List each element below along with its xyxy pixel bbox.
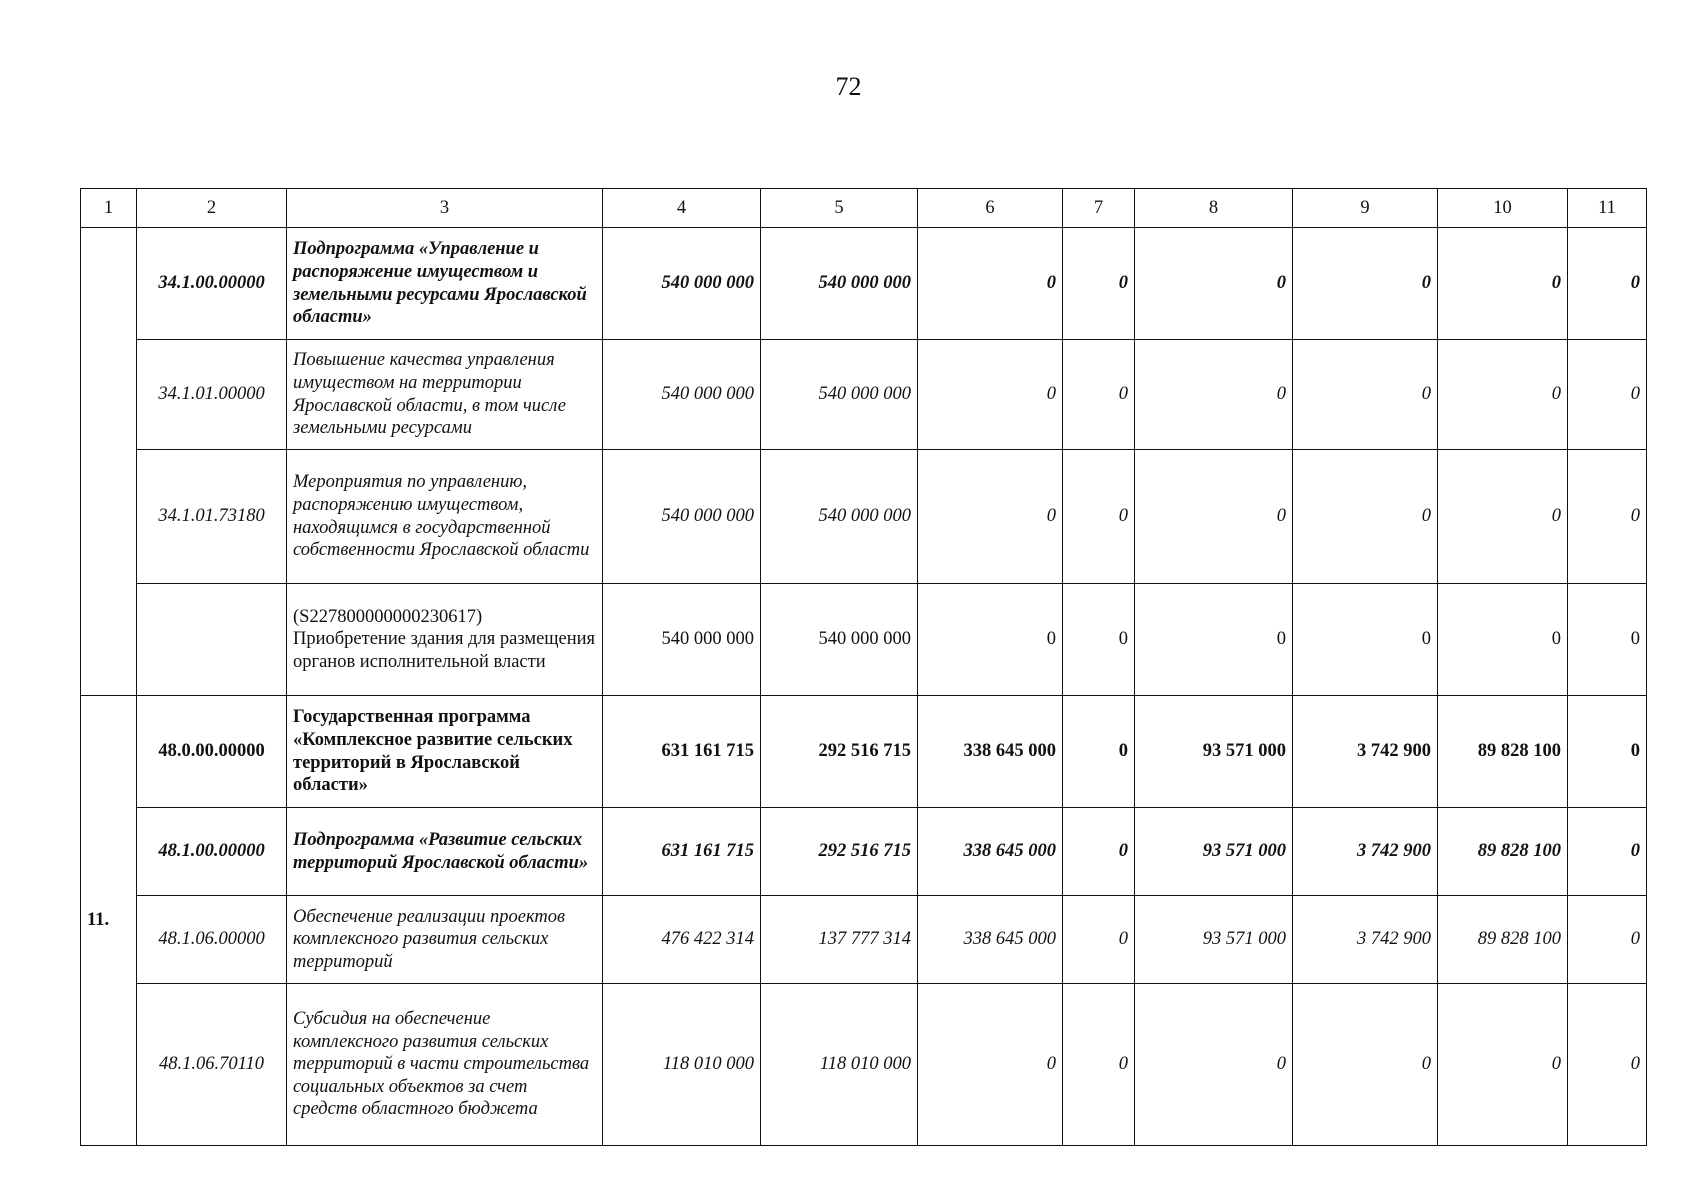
amount-cell: 0 bbox=[1063, 896, 1135, 984]
amount-cell: 0 bbox=[1063, 340, 1135, 450]
table-row bbox=[81, 340, 1647, 450]
amount-cell: 0 bbox=[1438, 228, 1568, 340]
amount-cell: 0 bbox=[1135, 984, 1293, 1146]
amount-cell: 0 bbox=[1293, 984, 1438, 1146]
budget-code: 34.1.00.00000 bbox=[137, 228, 287, 340]
amount-cell: 0 bbox=[918, 984, 1063, 1146]
column-header: 2 bbox=[137, 189, 287, 228]
amount-cell: 89 828 100 bbox=[1438, 896, 1568, 984]
amount-cell: 0 bbox=[1568, 584, 1647, 696]
amount-cell: 540 000 000 bbox=[603, 584, 761, 696]
amount-cell: 0 bbox=[1063, 228, 1135, 340]
amount-cell: 540 000 000 bbox=[603, 450, 761, 584]
budget-code: 48.1.06.70110 bbox=[137, 984, 287, 1146]
amount-cell: 540 000 000 bbox=[603, 228, 761, 340]
amount-cell: 540 000 000 bbox=[603, 340, 761, 450]
amount-cell: 0 bbox=[1293, 340, 1438, 450]
amount-cell: 0 bbox=[1293, 584, 1438, 696]
amount-cell: 0 bbox=[918, 450, 1063, 584]
amount-cell: 292 516 715 bbox=[761, 696, 918, 808]
amount-cell: 118 010 000 bbox=[761, 984, 918, 1146]
budget-code bbox=[137, 584, 287, 696]
column-header: 1 bbox=[81, 189, 137, 228]
amount-cell: 338 645 000 bbox=[918, 896, 1063, 984]
item-name: Подпрограмма «Управление и распоряжение имуществом и земельными ресурсами Ярославской области» bbox=[287, 228, 603, 340]
row-index bbox=[81, 228, 137, 696]
amount-cell: 0 bbox=[1568, 228, 1647, 340]
amount-cell: 0 bbox=[1438, 340, 1568, 450]
amount-cell: 476 422 314 bbox=[603, 896, 761, 984]
amount-cell: 0 bbox=[1568, 984, 1647, 1146]
amount-cell: 93 571 000 bbox=[1135, 896, 1293, 984]
item-name: Мероприятия по управлению, распоряжению имуществом, находящимся в государственной собственности Ярославской области bbox=[287, 450, 603, 584]
budget-code: 48.1.00.00000 bbox=[137, 808, 287, 896]
table-row bbox=[81, 984, 1647, 1146]
amount-cell: 540 000 000 bbox=[761, 584, 918, 696]
amount-cell: 0 bbox=[1135, 584, 1293, 696]
amount-cell: 338 645 000 bbox=[918, 808, 1063, 896]
column-header: 9 bbox=[1293, 189, 1438, 228]
amount-cell: 540 000 000 bbox=[761, 228, 918, 340]
header-row bbox=[81, 189, 1647, 228]
amount-cell: 0 bbox=[1568, 896, 1647, 984]
amount-cell: 0 bbox=[1568, 696, 1647, 808]
amount-cell: 0 bbox=[1135, 340, 1293, 450]
item-name: Субсидия на обеспечение комплексного развития сельских территорий в части строительства социальных объектов за счет средств областного бюджета bbox=[287, 984, 603, 1146]
table-row bbox=[81, 450, 1647, 584]
budget-table bbox=[80, 188, 1647, 1146]
table-row bbox=[81, 584, 1647, 696]
amount-cell: 3 742 900 bbox=[1293, 896, 1438, 984]
amount-cell: 631 161 715 bbox=[603, 808, 761, 896]
amount-cell: 0 bbox=[918, 584, 1063, 696]
amount-cell: 0 bbox=[1063, 450, 1135, 584]
amount-cell: 3 742 900 bbox=[1293, 808, 1438, 896]
amount-cell: 89 828 100 bbox=[1438, 808, 1568, 896]
row-index: 11. bbox=[81, 696, 137, 1146]
column-header: 10 bbox=[1438, 189, 1568, 228]
amount-cell: 0 bbox=[1568, 808, 1647, 896]
amount-cell: 0 bbox=[1293, 450, 1438, 584]
column-header: 7 bbox=[1063, 189, 1135, 228]
column-header: 6 bbox=[918, 189, 1063, 228]
amount-cell: 93 571 000 bbox=[1135, 808, 1293, 896]
amount-cell: 0 bbox=[1438, 584, 1568, 696]
item-name: Обеспечение реализации проектов комплексного развития сельских территорий bbox=[287, 896, 603, 984]
budget-code: 48.0.00.00000 bbox=[137, 696, 287, 808]
item-name: Подпрограмма «Развитие сельских территорий Ярославской области» bbox=[287, 808, 603, 896]
column-header: 5 bbox=[761, 189, 918, 228]
amount-cell: 0 bbox=[1063, 584, 1135, 696]
table-row bbox=[81, 696, 1647, 808]
amount-cell: 338 645 000 bbox=[918, 696, 1063, 808]
budget-code: 48.1.06.00000 bbox=[137, 896, 287, 984]
item-name: (S227800000000230617) Приобретение здания для размещения органов исполнительной власти bbox=[287, 584, 603, 696]
item-name: Государственная программа «Комплексное развитие сельских территорий в Ярославской области» bbox=[287, 696, 603, 808]
column-header: 8 bbox=[1135, 189, 1293, 228]
amount-cell: 0 bbox=[1438, 450, 1568, 584]
amount-cell: 0 bbox=[1135, 450, 1293, 584]
budget-code: 34.1.01.00000 bbox=[137, 340, 287, 450]
table-row bbox=[81, 896, 1647, 984]
table-row bbox=[81, 228, 1647, 340]
column-header: 3 bbox=[287, 189, 603, 228]
amount-cell: 0 bbox=[1063, 984, 1135, 1146]
amount-cell: 540 000 000 bbox=[761, 340, 918, 450]
amount-cell: 540 000 000 bbox=[761, 450, 918, 584]
item-name: Повышение качества управления имуществом на территории Ярославской области, в том числе земельными ресурсами bbox=[287, 340, 603, 450]
amount-cell: 0 bbox=[918, 228, 1063, 340]
page-number: 72 bbox=[835, 72, 862, 101]
amount-cell: 0 bbox=[1568, 340, 1647, 450]
amount-cell: 0 bbox=[1438, 984, 1568, 1146]
amount-cell: 0 bbox=[918, 340, 1063, 450]
amount-cell: 137 777 314 bbox=[761, 896, 918, 984]
amount-cell: 0 bbox=[1063, 696, 1135, 808]
amount-cell: 0 bbox=[1063, 808, 1135, 896]
column-header: 11 bbox=[1568, 189, 1647, 228]
amount-cell: 292 516 715 bbox=[761, 808, 918, 896]
amount-cell: 631 161 715 bbox=[603, 696, 761, 808]
amount-cell: 118 010 000 bbox=[603, 984, 761, 1146]
amount-cell: 3 742 900 bbox=[1293, 696, 1438, 808]
amount-cell: 0 bbox=[1293, 228, 1438, 340]
table-row bbox=[81, 808, 1647, 896]
amount-cell: 93 571 000 bbox=[1135, 696, 1293, 808]
amount-cell: 0 bbox=[1135, 228, 1293, 340]
budget-code: 34.1.01.73180 bbox=[137, 450, 287, 584]
column-header: 4 bbox=[603, 189, 761, 228]
amount-cell: 0 bbox=[1568, 450, 1647, 584]
amount-cell: 89 828 100 bbox=[1438, 696, 1568, 808]
